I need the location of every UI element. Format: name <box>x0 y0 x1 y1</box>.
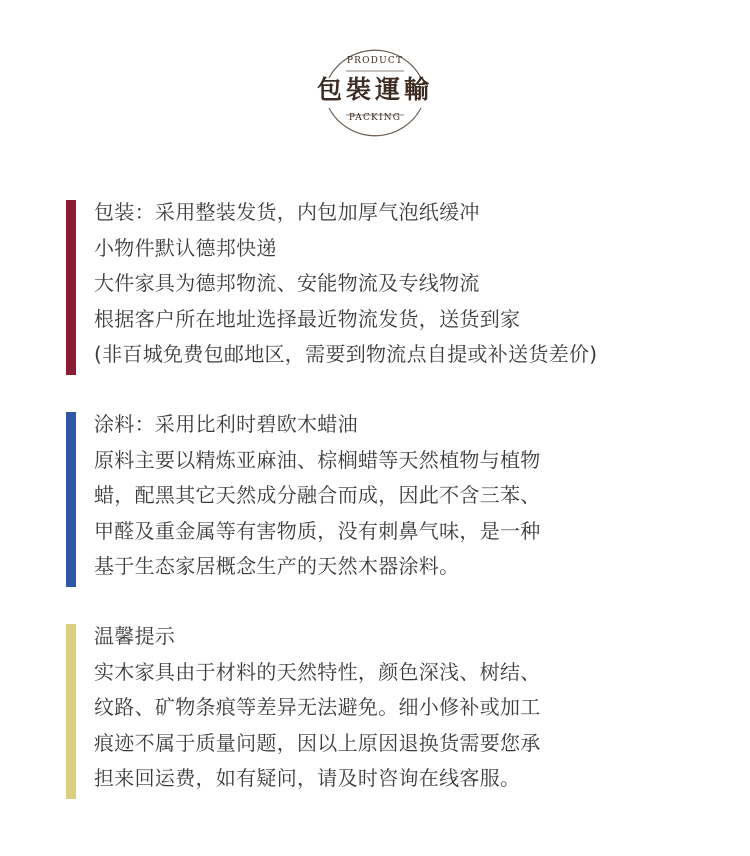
section-accent-bar <box>66 624 76 799</box>
text-line: 痕迹不属于质量问题，因以上原因退换货需要您承 <box>94 730 541 755</box>
section-accent-bar <box>66 412 76 587</box>
section-accent-bar <box>66 200 76 375</box>
text-line: 包装：采用整装发货，内包加厚气泡纸缓冲 <box>94 200 480 224</box>
text-line: 实木家具由于材料的天然特性，颜色深浅、树结、 <box>94 659 541 684</box>
text-line: 原料主要以精炼亚麻油、棕榈蜡等天然植物与植物 <box>94 447 541 472</box>
text-line: (非百城免费包邮地区，需要到物流点自提或补送货差价) <box>94 342 598 366</box>
coating-text <box>94 407 724 585</box>
text-line: 蜡，配黑其它天然成分融合而成，因此不含三苯、 <box>94 483 541 507</box>
seal-bottom-text: PACKING <box>348 113 402 123</box>
page-title: 包裝運輸 <box>316 75 433 104</box>
text-line: 担来回运费，如有疑问，请及时咨询在线客服。 <box>94 766 521 790</box>
packing-seal-logo <box>298 38 452 146</box>
header <box>0 0 750 170</box>
text-line: 基于生态家居概念生产的天然木器涂料。 <box>94 554 460 578</box>
seal-top-text: PRODUCT <box>346 56 404 66</box>
packing-text <box>94 195 724 373</box>
text-line: 小物件默认德邦快递 <box>94 235 277 260</box>
text-line: 涂料：采用比利时碧欧木蜡油 <box>94 412 358 436</box>
text-line: 根据客户所在地址选择最近物流发货，送货到家 <box>94 306 521 331</box>
tips-text <box>94 619 724 797</box>
text-line: 甲醛及重金属等有害物质，没有刺鼻气味，是一种 <box>94 518 541 543</box>
text-line: 温馨提示 <box>94 624 176 648</box>
text-line: 大件家具为德邦物流、安能物流及专线物流 <box>94 271 480 295</box>
text-line: 纹路、矿物条痕等差异无法避免。细小修补或加工 <box>94 695 541 719</box>
